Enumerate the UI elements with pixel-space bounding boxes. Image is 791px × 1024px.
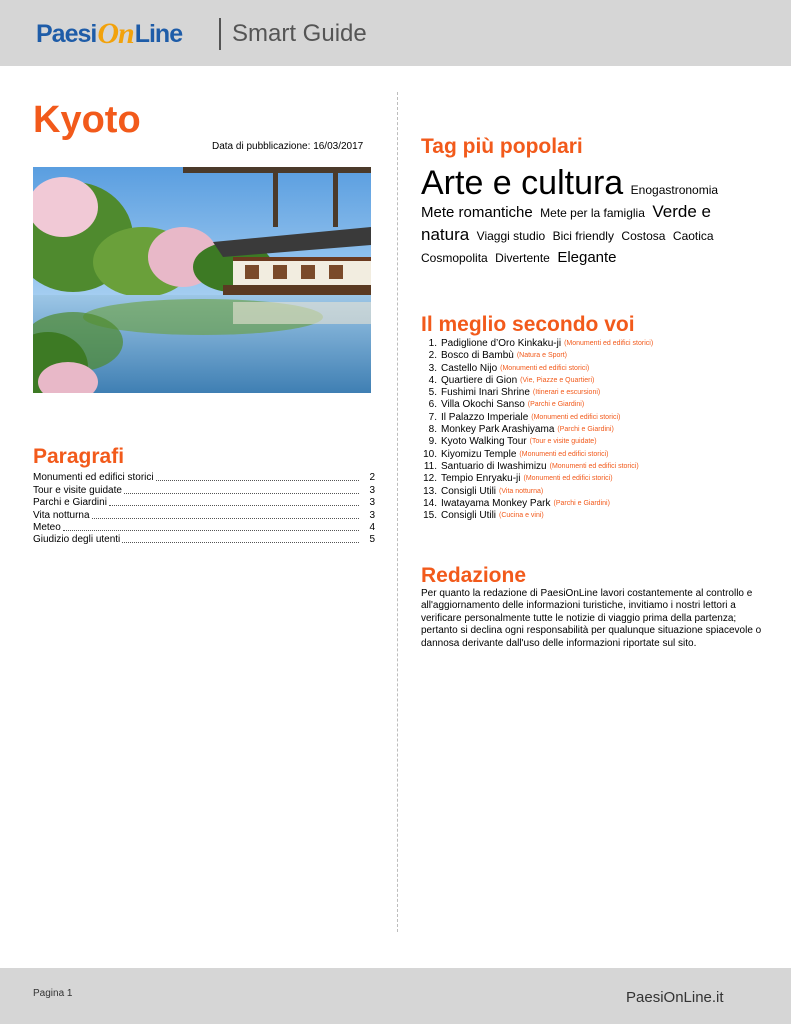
list-item-name[interactable]: Castello Nijo	[441, 362, 498, 374]
toc-dot-leader	[92, 518, 359, 519]
toc-item-label: Tour e visite guidate	[33, 484, 122, 496]
list-item[interactable]	[421, 486, 761, 498]
toc-dot-leader	[63, 530, 359, 531]
list-item-number: 6.	[428, 399, 437, 411]
list-item-number: 10.	[423, 448, 437, 460]
list-item-category[interactable]: (Monumenti ed edifici storici)	[500, 364, 590, 372]
tags-heading: Tag più popolari	[421, 135, 583, 158]
paragrafi-heading: Paragrafi	[33, 445, 125, 468]
list-item[interactable]	[421, 424, 761, 436]
list-item[interactable]	[421, 498, 761, 510]
toc-dot-leader	[122, 542, 359, 543]
toc-item-label: Vita notturna	[33, 509, 90, 521]
page-number: Pagina 1	[33, 988, 73, 999]
toc-item[interactable]	[33, 534, 375, 546]
list-item[interactable]	[421, 387, 761, 399]
logo-text-on: On	[97, 17, 134, 50]
toc-item-page: 5	[369, 534, 375, 546]
paesionline-logo[interactable]	[36, 18, 182, 50]
list-item-category[interactable]: (Vie, Piazze e Quartieri)	[520, 376, 595, 384]
site-link[interactable]: PaesiOnLine.it	[626, 989, 724, 1006]
toc-item[interactable]	[33, 522, 375, 534]
toc-item-label: Meteo	[33, 521, 61, 533]
publication-date	[212, 141, 363, 152]
list-item-name[interactable]: Quartiere di Gion	[441, 374, 518, 386]
list-item-number: 11.	[423, 460, 437, 472]
page-title: Kyoto	[33, 99, 141, 141]
toc-item-page: 3	[369, 484, 375, 496]
tag-link[interactable]: Verde e natura	[421, 202, 711, 244]
tag-link[interactable]: Arte e cultura	[421, 164, 624, 202]
list-item-category[interactable]: (Itinerari e escursioni)	[532, 389, 601, 397]
toc-item-page: 4	[369, 521, 375, 533]
list-item-number: 1.	[428, 338, 437, 349]
list-item-category[interactable]: (Parchi e Giardini)	[553, 499, 610, 507]
list-item-category[interactable]: (Monumenti ed edifici storici)	[523, 475, 613, 483]
list-item-category[interactable]: (Vita notturna)	[499, 487, 544, 495]
list-item[interactable]	[421, 449, 761, 461]
list-item-name[interactable]: Monkey Park Arashiyama	[441, 424, 555, 436]
publication-date-value: 16/03/2017	[313, 141, 364, 152]
toc-dot-leader	[109, 505, 359, 506]
list-item-number: 4.	[428, 374, 437, 386]
list-item-number: 12.	[423, 473, 437, 485]
list-item[interactable]	[421, 412, 761, 424]
header-separator	[219, 18, 221, 50]
list-item-name[interactable]: Padiglione d’Oro Kinkaku-ji	[441, 338, 562, 349]
list-item-category[interactable]: (Monumenti ed edifici storici)	[549, 462, 639, 470]
list-item-number: 13.	[423, 485, 437, 497]
list-item-name[interactable]: Consigli Utili	[441, 485, 497, 497]
list-item-category[interactable]: (Cucina e vini)	[499, 512, 544, 520]
toc-item[interactable]	[33, 497, 375, 509]
column-divider	[397, 92, 398, 932]
list-item-category[interactable]: (Parchi e Giardini)	[527, 401, 585, 409]
logo-text-paesi: Paesi	[36, 19, 97, 48]
toc-item-page: 2	[369, 472, 375, 484]
list-item[interactable]	[421, 436, 761, 448]
list-item-name[interactable]: Consigli Utili	[441, 510, 497, 522]
redazione-text: Per quanto la redazione di PaesiOnLine lavori costantemente al controllo e all'aggiornamento delle informazioni turistiche, invitiamo i nostri lettori a verificare personalmente tutte le notizie di viaggio prima della partenza; pertanto si declina ogni responsabilità per qualunque situazione spiacevole o dannosa derivante dall'uso delle informazioni riportate sul sito.	[421, 588, 762, 649]
list-item-name[interactable]: Iwatayama Monkey Park	[441, 497, 551, 509]
toc-item[interactable]	[33, 472, 375, 484]
list-item-number: 9.	[428, 436, 437, 448]
list-item-number: 15.	[423, 510, 437, 522]
list-item-number: 7.	[428, 411, 437, 423]
list-item[interactable]	[421, 375, 761, 387]
tag-link[interactable]: Elegante	[557, 249, 617, 266]
list-item-number: 8.	[428, 424, 437, 436]
list-item-category[interactable]: (Monumenti ed edifici storici)	[519, 450, 609, 458]
list-item-name[interactable]: Kyoto Walking Tour	[441, 436, 527, 448]
list-item-number: 5.	[428, 387, 437, 399]
tag-link[interactable]: Bici friendly	[552, 229, 614, 243]
best-list	[421, 338, 761, 522]
tag-link[interactable]: Costosa	[621, 229, 666, 243]
toc-dot-leader	[156, 480, 359, 481]
list-item-category[interactable]: (Parchi e Giardini)	[557, 426, 614, 434]
list-item-category[interactable]: (Monumenti ed edifici storici)	[531, 413, 621, 421]
list-item[interactable]	[421, 363, 761, 375]
tag-link[interactable]: Mete romantiche	[421, 204, 533, 221]
toc-item[interactable]	[33, 509, 375, 521]
page-footer	[0, 968, 791, 1024]
list-item[interactable]	[421, 510, 761, 522]
best-heading: Il meglio secondo voi	[421, 313, 635, 336]
list-item-name[interactable]: Tempio Enryaku-ji	[441, 473, 521, 485]
list-item-name[interactable]: Santuario di Iwashimizu	[441, 460, 547, 472]
list-item-category[interactable]: (Monumenti ed edifici storici)	[564, 340, 654, 347]
list-item[interactable]	[421, 461, 761, 473]
tag-link[interactable]: Cosmopolita	[421, 251, 488, 265]
logo-text-line: Line	[134, 19, 183, 48]
kyoto-photo	[33, 167, 371, 393]
toc-item-page: 3	[369, 497, 375, 509]
tag-link[interactable]: Caotica	[672, 229, 714, 243]
list-item[interactable]	[421, 399, 761, 411]
list-item-name[interactable]: Kiyomizu Temple	[441, 448, 517, 460]
list-item-number: 2.	[428, 350, 437, 362]
redazione-heading: Redazione	[421, 564, 527, 587]
tag-link[interactable]: Mete per la famiglia	[540, 206, 645, 220]
list-item-category[interactable]: (Tour e visite guidate)	[529, 438, 597, 446]
toc-item-label: Parchi e Giardini	[33, 497, 107, 509]
list-item-name[interactable]: Villa Okochi Sanso	[441, 399, 525, 411]
list-item-number: 3.	[428, 362, 437, 374]
header-subtitle: Smart Guide	[232, 20, 367, 47]
tag-cloud	[421, 165, 731, 269]
publication-date-label: Data di pubblicazione:	[212, 141, 311, 152]
table-of-contents	[33, 472, 375, 546]
toc-dot-leader	[124, 493, 359, 494]
list-item-name[interactable]: Fushimi Inari Shrine	[441, 387, 530, 399]
tag-link[interactable]: Divertente	[495, 251, 550, 265]
list-item[interactable]	[421, 473, 761, 485]
toc-item[interactable]	[33, 484, 375, 496]
list-item-name[interactable]: Bosco di Bambù	[441, 350, 514, 362]
list-item[interactable]	[421, 338, 761, 350]
list-item[interactable]	[421, 350, 761, 362]
toc-item-page: 3	[369, 509, 375, 521]
page-header	[0, 0, 791, 66]
tag-link[interactable]: Enogastronomia	[630, 183, 719, 197]
list-item-category[interactable]: (Natura e Sport)	[516, 352, 568, 360]
toc-item-label: Monumenti ed edifici storici	[33, 472, 154, 484]
tag-link[interactable]: Viaggi studio	[476, 229, 546, 243]
list-item-name[interactable]: Il Palazzo Imperiale	[441, 411, 529, 423]
list-item-number: 14.	[423, 497, 437, 509]
toc-item-label: Giudizio degli utenti	[33, 534, 121, 546]
